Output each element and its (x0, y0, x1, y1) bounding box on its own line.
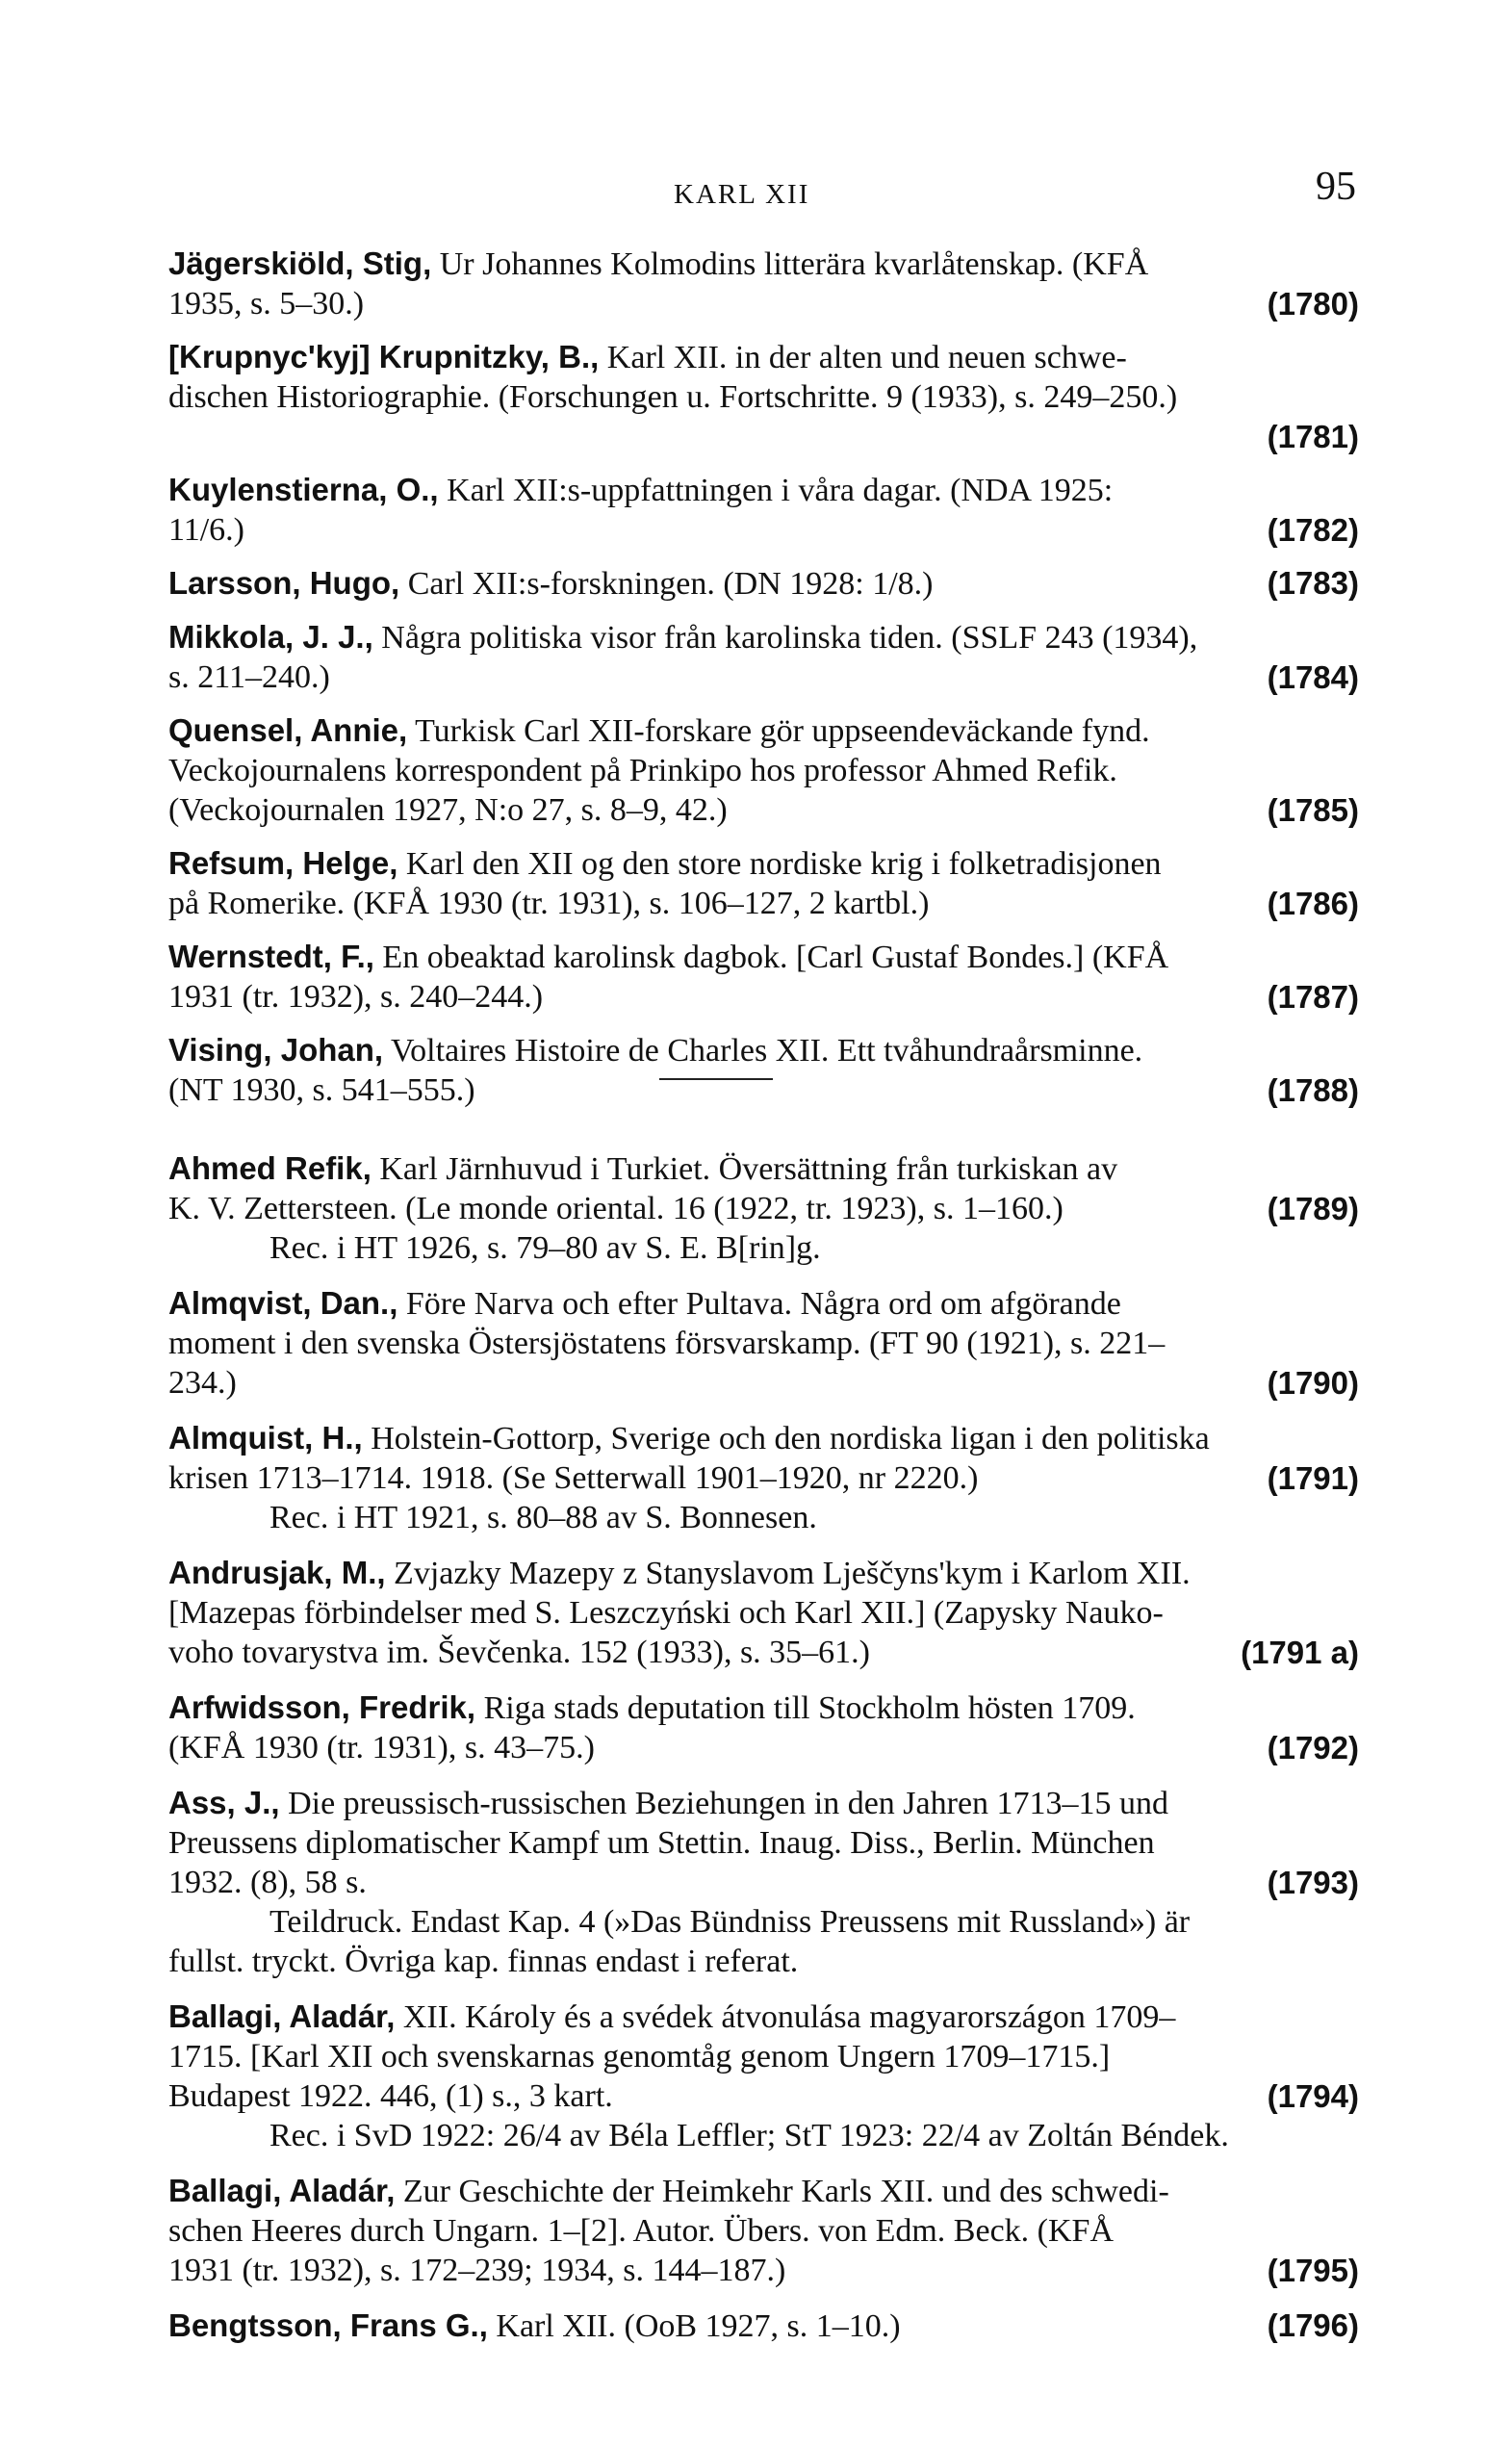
entry-author: Ballagi, Aladár, (168, 1998, 396, 2034)
bibliography-section-1 (168, 244, 1359, 1123)
entry-text: XII. Károly és a svédek átvonulása magyarországon 1709– (402, 1999, 1176, 2035)
entry-number: (1789) (1267, 1191, 1359, 1226)
entry-text: (KFÅ 1930 (tr. 1931), s. 43–75.) (168, 1730, 595, 1765)
bibliography-entry (168, 244, 1359, 323)
entry-text: Karl XII. in der alten und neuen schwe- (606, 340, 1127, 375)
entry-line (168, 1633, 1359, 1672)
entry-author: Larsson, Hugo, (168, 565, 400, 601)
entry-number: (1782) (1267, 512, 1359, 548)
entry-text: fullst. tryckt. Övriga kap. finnas endast i referat. (168, 1944, 799, 1979)
entry-text: 234.) (168, 1365, 237, 1401)
entry-text: Rec. i HT 1926, s. 79–80 av S. E. B[rin]g. (269, 1230, 821, 1266)
entry-text: Karl den XII og den store nordiske krig i folketradisjonen (405, 846, 1162, 882)
entry-number: (1786) (1267, 886, 1359, 921)
entry-line (168, 1030, 1359, 1070)
entry-line (168, 470, 1359, 510)
entry-author: Wernstedt, F., (168, 939, 374, 974)
entry-line (168, 2171, 1359, 2211)
entry-author: Refsum, Helge, (168, 845, 398, 881)
entry-text: Die preussisch-russischen Beziehungen in den Jahren 1713–15 und (288, 1786, 1169, 1821)
entry-line (168, 1593, 1359, 1633)
bibliography-entry (168, 2171, 1359, 2290)
entry-text: Zur Geschichte der Heimkehr Karls XII. und des schwedi- (402, 2174, 1169, 2209)
entry-text: 1935, s. 5–30.) (168, 286, 365, 322)
entry-line (168, 657, 1359, 697)
bibliography-section-2 (168, 1148, 1359, 2361)
page-header (0, 164, 1512, 221)
entry-author: Andrusjak, M., (168, 1555, 386, 1590)
entry-line (168, 843, 1359, 884)
running-title: KARL XII (674, 179, 810, 210)
entry-text: 1932. (8), 58 s. (168, 1865, 367, 1900)
entry-text: Veckojournalens korrespondent på Prinkipo hos professor Ahmed Refik. (168, 753, 1117, 788)
entry-text: 11/6.) (168, 512, 245, 548)
entry-line (168, 2306, 1359, 2346)
entry-line (168, 1324, 1359, 1363)
entry-line (168, 284, 1359, 323)
entry-text: på Romerike. (KFÅ 1930 (tr. 1931), s. 106–127, 2 kartbl.) (168, 886, 930, 921)
page-number: 95 (1316, 165, 1356, 209)
entry-text: Rec. i SvD 1922: 26/4 av Béla Leffler; StT 1923: 22/4 av Zoltán Béndek. (269, 2118, 1229, 2153)
entry-number: (1796) (1267, 2307, 1359, 2343)
entry-line (168, 2211, 1359, 2251)
bibliography-entry (168, 1997, 1359, 2155)
entry-text: Carl XII:s-forskningen. (DN 1928: 1/8.) (407, 566, 934, 602)
entry-number: (1785) (1267, 792, 1359, 828)
entry-text: (NT 1930, s. 541–555.) (168, 1072, 475, 1108)
bibliography-entry (168, 1148, 1359, 1268)
entry-line (168, 1902, 1359, 1942)
entry-line (168, 1783, 1359, 1823)
entry-line (168, 1418, 1359, 1458)
bibliography-entry (168, 1283, 1359, 1403)
bibliography-entry (168, 1688, 1359, 1767)
entry-number: (1792) (1267, 1730, 1359, 1765)
entry-text: [Mazepas förbindelser med S. Leszczyński och Karl XII.] (Zapysky Nauko- (168, 1595, 1164, 1631)
bibliography-entry (168, 710, 1359, 830)
entry-line (168, 1283, 1359, 1324)
entry-line (168, 1942, 1359, 1981)
entry-line (168, 2116, 1359, 2155)
entry-line (168, 2037, 1359, 2076)
entry-author: Mikkola, J. J., (168, 619, 373, 655)
bibliography-entry (168, 563, 1359, 604)
entry-line (168, 2076, 1359, 2116)
entry-text: schen Heeres durch Ungarn. 1–[2]. Autor. Übers. von Edm. Beck. (KFÅ (168, 2213, 1114, 2249)
entry-line (168, 2251, 1359, 2290)
section-divider (659, 1078, 773, 1080)
entry-line (168, 510, 1359, 550)
entry-number: (1794) (1267, 2078, 1359, 2114)
bibliography-entry (168, 617, 1359, 697)
entry-text: En obeaktad karolinsk dagbok. [Carl Gustaf Bondes.] (KFÅ (382, 940, 1169, 975)
entry-text: Rec. i HT 1921, s. 80–88 av S. Bonnesen. (269, 1500, 817, 1535)
entry-author: Almqvist, Dan., (168, 1285, 398, 1321)
entry-line (168, 1228, 1359, 1268)
entry-number: (1780) (1267, 286, 1359, 322)
entry-text: moment i den svenska Östersjöstatens försvarskamp. (FT 90 (1921), s. 221– (168, 1326, 1166, 1361)
entry-line (168, 884, 1359, 923)
entry-line (168, 244, 1359, 284)
entry-line (168, 563, 1359, 604)
entry-text: K. V. Zettersteen. (Le monde oriental. 16 (1922, tr. 1923), s. 1–160.) (168, 1191, 1064, 1226)
bibliography-entry (168, 1553, 1359, 1672)
entry-text: Preussens diplomatischer Kampf um Stettin. Inaug. Diss., Berlin. München (168, 1825, 1155, 1861)
entry-number: (1781) (1267, 419, 1359, 454)
entry-text: Före Narva och efter Pultava. Några ord om afgörande (405, 1286, 1121, 1322)
entry-line (168, 1823, 1359, 1863)
entry-number: (1788) (1267, 1072, 1359, 1108)
entry-text: Voltaires Histoire de Charles XII. Ett tvåhundraårsminne. (391, 1033, 1143, 1069)
entry-line (168, 1498, 1359, 1537)
entry-author: [Krupnyc'kyj] Krupnitzky, B., (168, 339, 600, 374)
entry-text: Turkisk Carl XII-forskare gör uppseendeväckande fynd. (415, 713, 1150, 749)
bibliography-entry (168, 843, 1359, 923)
entry-number: (1787) (1267, 979, 1359, 1015)
entry-author: Quensel, Annie, (168, 712, 408, 748)
entry-line (168, 1863, 1359, 1902)
entry-line (168, 1688, 1359, 1728)
entry-author: Bengtsson, Frans G., (168, 2307, 488, 2343)
bibliography-entry (168, 337, 1359, 456)
entry-author: Ass, J., (168, 1785, 280, 1820)
entry-text: Ur Johannes Kolmodins litterära kvarlåtenskap. (KFÅ (439, 246, 1149, 282)
entry-text: voho tovarystva im. Ševčenka. 152 (1933), s. 35–61.) (168, 1635, 870, 1670)
bibliography-entry (168, 1030, 1359, 1110)
bibliography-entry (168, 1783, 1359, 1981)
entry-line (168, 617, 1359, 657)
entry-number: (1791) (1267, 1460, 1359, 1496)
entry-line (168, 790, 1359, 830)
entry-author: Arfwidsson, Fredrik, (168, 1689, 476, 1725)
entry-text: 1931 (tr. 1932), s. 172–239; 1934, s. 144–187.) (168, 2253, 786, 2288)
entry-text: Karl Järnhuvud i Turkiet. Översättning från turkiskan av (379, 1151, 1118, 1187)
entry-line (168, 1458, 1359, 1498)
entry-number: (1790) (1267, 1365, 1359, 1401)
entry-text: Några politiska visor från karolinska tiden. (SSLF 243 (1934), (381, 620, 1198, 656)
entry-text: Karl XII. (OoB 1927, s. 1–10.) (496, 2308, 901, 2344)
entry-number: (1795) (1267, 2253, 1359, 2288)
entry-text: Budapest 1922. 446, (1) s., 3 kart. (168, 2078, 613, 2114)
bibliography-entry (168, 2306, 1359, 2346)
entry-line (168, 1728, 1359, 1767)
entry-line (168, 337, 1359, 377)
entry-line (168, 1070, 1359, 1110)
entry-text: dischen Historiographie. (Forschungen u. Fortschritte. 9 (1933), s. 249–250.) (168, 379, 1178, 415)
entry-line (168, 1363, 1359, 1403)
entry-line (168, 751, 1359, 790)
entry-author: Kuylenstierna, O., (168, 472, 439, 507)
entry-number: (1793) (1267, 1865, 1359, 1900)
entry-number: (1783) (1267, 565, 1359, 601)
entry-number: (1784) (1267, 659, 1359, 695)
entry-author: Ballagi, Aladár, (168, 2173, 396, 2208)
entry-text: Karl XII:s-uppfattningen i våra dagar. (NDA 1925: (447, 473, 1114, 508)
entry-text: Zvjazky Mazepy z Stanyslavom Lješčyns'kym i Karlom XII. (394, 1556, 1191, 1591)
entry-author: Vising, Johan, (168, 1032, 384, 1068)
entry-author: Ahmed Refik, (168, 1150, 372, 1186)
entry-number: (1791 a) (1241, 1635, 1359, 1670)
entry-text: Riga stads deputation till Stockholm hösten 1709. (483, 1690, 1136, 1726)
entry-line (168, 1189, 1359, 1228)
entry-text: 1931 (tr. 1932), s. 240–244.) (168, 979, 544, 1015)
entry-text: s. 211–240.) (168, 659, 330, 695)
entry-text: Holstein-Gottorp, Sverige och den nordiska ligan i den politiska (371, 1421, 1210, 1456)
entry-line (168, 417, 1359, 456)
bibliography-entry (168, 470, 1359, 550)
entry-line (168, 1997, 1359, 2037)
bibliography-entry (168, 1418, 1359, 1537)
entry-author: Jägerskiöld, Stig, (168, 245, 432, 281)
entry-line (168, 1553, 1359, 1593)
entry-line (168, 937, 1359, 977)
bibliography-entry (168, 937, 1359, 1017)
entry-text: krisen 1713–1714. 1918. (Se Setterwall 1901–1920, nr 2220.) (168, 1460, 979, 1496)
entry-text: (Veckojournalen 1927, N:o 27, s. 8–9, 42.) (168, 792, 728, 828)
entry-text: 1715. [Karl XII och svenskarnas genomtåg genom Ungern 1709–1715.] (168, 2039, 1111, 2074)
entry-text: Teildruck. Endast Kap. 4 (»Das Bündniss Preussens mit Russland») är (269, 1904, 1191, 1940)
entry-author: Almquist, H., (168, 1420, 363, 1456)
entry-line (168, 377, 1359, 417)
entry-line (168, 710, 1359, 751)
entry-line (168, 977, 1359, 1017)
entry-line (168, 1148, 1359, 1189)
